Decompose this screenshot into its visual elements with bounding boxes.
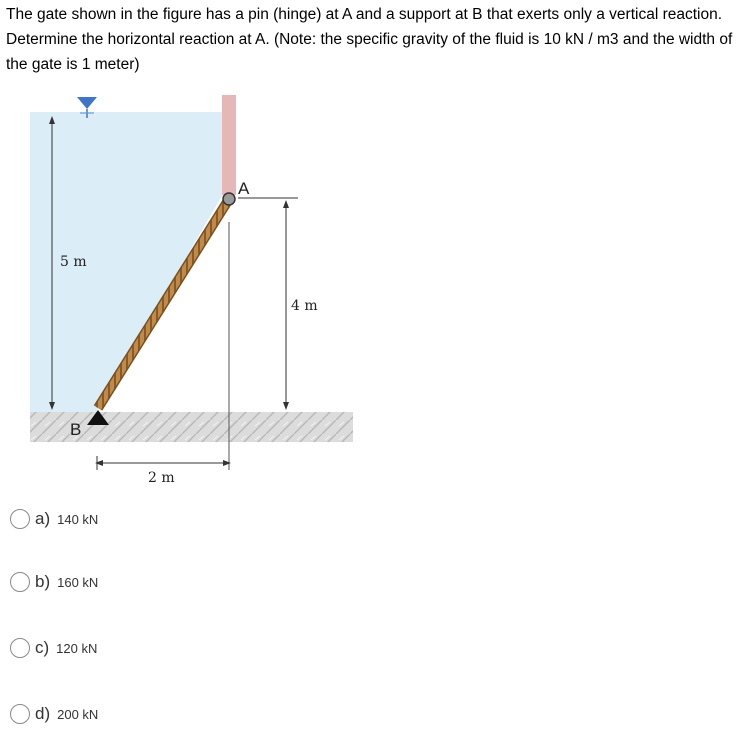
option-d[interactable] bbox=[10, 699, 98, 729]
option-a-value: 140 kN bbox=[57, 511, 99, 527]
label-5m: 5 m bbox=[60, 254, 87, 270]
option-d-radio[interactable] bbox=[10, 704, 30, 724]
option-c-radio[interactable] bbox=[10, 638, 30, 658]
option-d-letter: d) bbox=[35, 704, 51, 723]
point-a-label: A bbox=[238, 179, 250, 198]
label-4m: 4 m bbox=[291, 298, 318, 314]
option-c-letter: c) bbox=[35, 638, 50, 657]
option-a[interactable] bbox=[10, 504, 98, 534]
question-text: The gate shown in the figure has a pin (hinge) at A and a support at B that exerts only a vertical reaction. Determine the horizontal reaction at A. (Note: the specific gravity of the fluid is 10 kN / m3 and the width of the gate is 1 meter) bbox=[6, 6, 733, 73]
wall bbox=[222, 95, 236, 195]
option-c[interactable] bbox=[10, 633, 97, 663]
option-b-value: 160 kN bbox=[57, 574, 99, 590]
option-a-radio[interactable] bbox=[10, 509, 30, 529]
dimension-4m bbox=[238, 198, 298, 410]
point-b-label: B bbox=[70, 420, 82, 439]
option-a-letter: a) bbox=[35, 509, 51, 528]
option-b[interactable] bbox=[10, 567, 98, 597]
option-c-value: 120 kN bbox=[56, 640, 98, 656]
option-b-letter: b) bbox=[35, 572, 51, 591]
dimension-2m bbox=[95, 456, 231, 470]
option-d-value: 200 kN bbox=[57, 706, 99, 722]
label-2m: 2 m bbox=[148, 470, 175, 486]
hinge-a-icon bbox=[223, 193, 235, 205]
option-b-radio[interactable] bbox=[10, 572, 30, 592]
